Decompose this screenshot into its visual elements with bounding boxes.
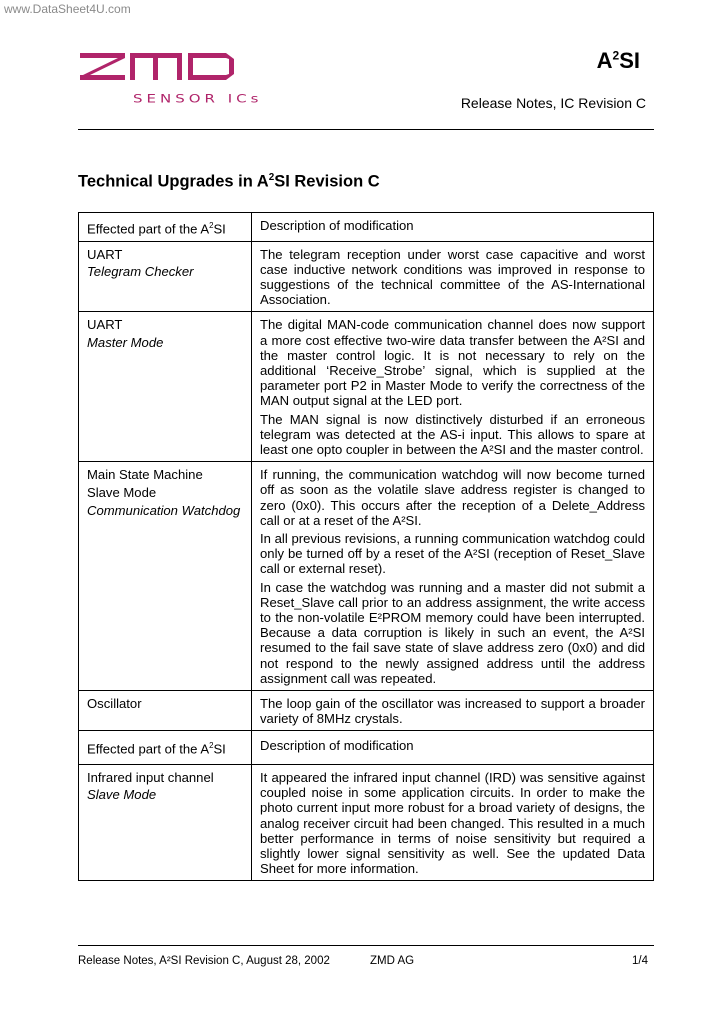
description-cell	[252, 691, 654, 731]
part-sublabel: Telegram Checker	[87, 263, 194, 279]
table-header-row	[79, 213, 654, 242]
part-label: UART	[87, 317, 123, 333]
header-cell-description: Description of modification	[252, 213, 654, 242]
part-cell	[79, 312, 252, 462]
header-cell-description: Description of modification	[252, 731, 654, 765]
part-cell	[79, 462, 252, 691]
part-sublabel: Master Mode	[87, 334, 164, 350]
description-text: The loop gain of the oscillator was increased to support a broader variety of 8MHz crystals.	[260, 696, 645, 727]
footer-rule	[78, 945, 654, 946]
table-row	[79, 765, 654, 881]
part-label: UART	[87, 246, 123, 262]
description-text: In case the watchdog was running and a master did not submit a Reset_Slave call prior to an address assignment, the write access to the non-volatile E²PROM memory could have been interrupted. Because a data corruption is likely in such an event, the A²SI resumed to the fail save state of slave address zero (0x0) and did not respond to the newly assigned address until the address assignment call was repeated.	[260, 579, 645, 686]
description-text: In all previous revisions, a running communication watchdog could only be turned off by a reset of the A²SI (reception of Reset_Slave call or external reset).	[260, 531, 645, 577]
release-subtitle: Release Notes, IC Revision C	[460, 95, 646, 111]
page-number: 1/4	[632, 955, 648, 967]
section-title: Technical Upgrades in $A^2SI$ Revision C	[78, 172, 380, 191]
upgrades-table	[78, 212, 654, 881]
part-label: Infrared input channel	[87, 770, 214, 786]
part-label: Main State Machine	[87, 467, 203, 483]
table-header-row-repeat	[79, 731, 654, 765]
footer-company: ZMD AG	[370, 955, 415, 967]
zmd-logo	[78, 48, 238, 82]
logo-tagline: SENSOR ICs	[133, 92, 263, 106]
table-row	[79, 241, 654, 312]
description-text: The telegram reception under worst case capacitive and worst case inductive network conditions was improved in response to suggestions of the technical committee of the AS-International Association.	[260, 246, 645, 308]
part-cell	[79, 765, 252, 881]
part-sublabel: Communication Watchdog	[87, 502, 241, 518]
description-text: The digital MAN-code communication channel does now support a more cost effective two-wire data transfer between the A²SI and the master control logic. It is not necessary to rely on the additional ‘Receive_Strobe’ signal, which is supplied at the parameter port P2 in Master Mode to verify the correctness of the MAN output signal at the LED port.	[260, 317, 645, 409]
description-cell	[252, 241, 654, 312]
description-text: If running, the communication watchdog will now become turned off as soon as the volatile slave address register is changed to zero (0x0). This occurs after the reception of a Delete_Address call or at a reset of the A²SI.	[260, 467, 645, 528]
header-rule	[78, 129, 654, 130]
footer-left: Release Notes, A²SI Revision C, August 28, 2002	[78, 955, 330, 967]
description-cell	[252, 312, 654, 462]
part-sublabel: Slave Mode	[87, 787, 157, 803]
header-cell-part: Effected part of the $A^2SI$	[79, 213, 252, 242]
description-cell	[252, 462, 654, 691]
header-cell-part: Effected part of the $A^2SI$	[79, 731, 252, 765]
part-label: Oscillator	[87, 696, 142, 712]
part-cell	[79, 691, 252, 731]
description-cell	[252, 765, 654, 881]
watermark: www.DataSheet4U.com	[4, 2, 131, 16]
table-row	[79, 691, 654, 731]
table-row	[79, 312, 654, 462]
description-text: It appeared the infrared input channel (IRD) was sensitive against coupled noise in some application circuits. In order to make the photo current input more robust for a broad variety of designs, the analog receiver circuit had been changed. This resulted in a much better performance in terms of noise sensitivity but required a slightly lower signal sensitivity as well. See the updated Data Sheet for more information.	[260, 770, 645, 877]
product-name: $A^2SI$	[596, 48, 640, 73]
table-row	[79, 462, 654, 691]
description-text: The MAN signal is now distinctively disturbed if an erroneous telegram was detected at the AS-i input. This allows to spare at least one opto coupler in between the A²SI and the master control.	[260, 411, 645, 457]
part-label-2: Slave Mode	[87, 485, 157, 501]
part-cell	[79, 241, 252, 312]
